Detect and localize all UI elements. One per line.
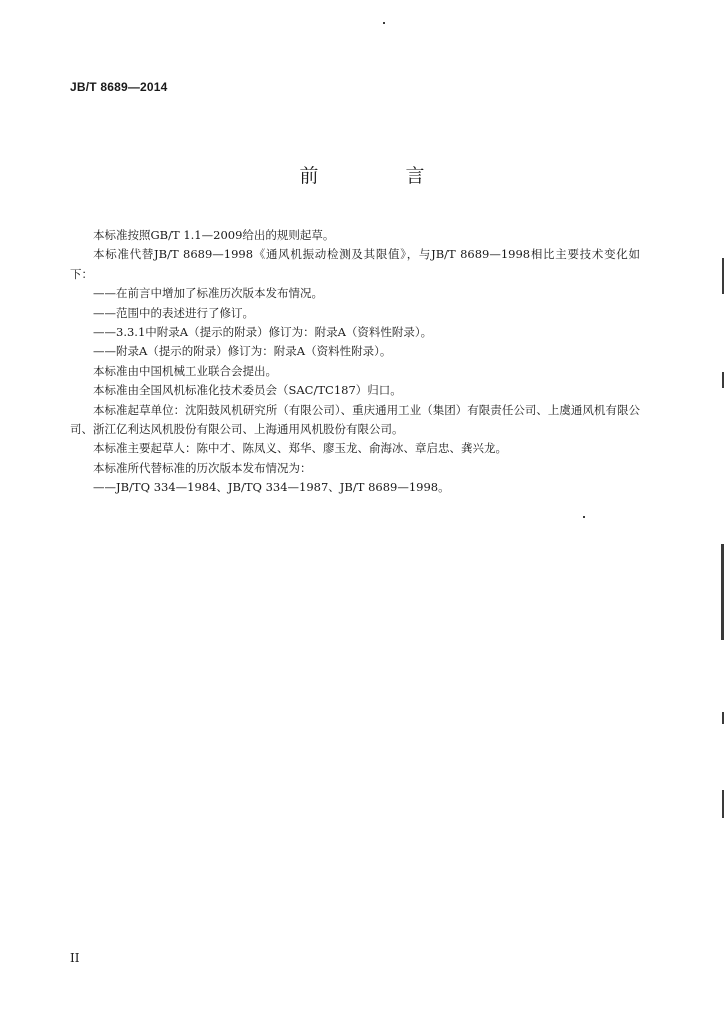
scan-artifact — [583, 516, 585, 518]
paragraph-drafting-units: 本标准起草单位：沈阳鼓风机研究所（有限公司）、重庆通用工业（集团）有限责任公司、上虞通风机有限公司、浙江亿利达风机股份有限公司、上海通用风机股份有限公司。 — [70, 402, 640, 437]
change-item: ——在前言中增加了标准历次版本发布情况。 — [93, 286, 323, 301]
paragraph-technical-committee: 本标准由全国风机标准化技术委员会（SAC/TC187）归口。 — [93, 383, 402, 398]
foreword-body — [70, 226, 640, 498]
page-number: II — [70, 951, 80, 965]
paragraph-proposer: 本标准由中国机械工业联合会提出。 — [93, 363, 277, 378]
paragraph-replacement: 本标准代替JB/T 8689—1998《通风机振动检测及其限值》，与JB/T 8689—1998相比主要技术变化如下： — [70, 247, 640, 281]
paragraph-drafters: 本标准主要起草人：陈中才、陈凤义、郑华、廖玉龙、俞海冰、章启忠、龚兴龙。 — [93, 441, 507, 456]
change-item: ——3.3.1中附录A（提示的附录）修订为：附录A（资料性附录）。 — [93, 325, 433, 340]
standard-code-header: JB/T 8689—2014 — [70, 80, 168, 94]
change-item: ——附录A（提示的附录）修订为：附录A（资料性附录）。 — [93, 344, 392, 359]
section-title: 前 言 — [299, 165, 459, 187]
history-item: ——JB/TQ 334—1984、JB/TQ 334—1987、JB/T 8689—1998。 — [93, 480, 450, 495]
paragraph-history-intro: 本标准所代替标准的历次版本发布情况为： — [93, 460, 312, 475]
change-item: ——范围中的表述进行了修订。 — [93, 305, 254, 320]
paragraph-drafting-rules: 本标准按照GB/T 1.1—2009给出的规则起草。 — [93, 228, 335, 242]
scan-artifact — [383, 22, 385, 24]
